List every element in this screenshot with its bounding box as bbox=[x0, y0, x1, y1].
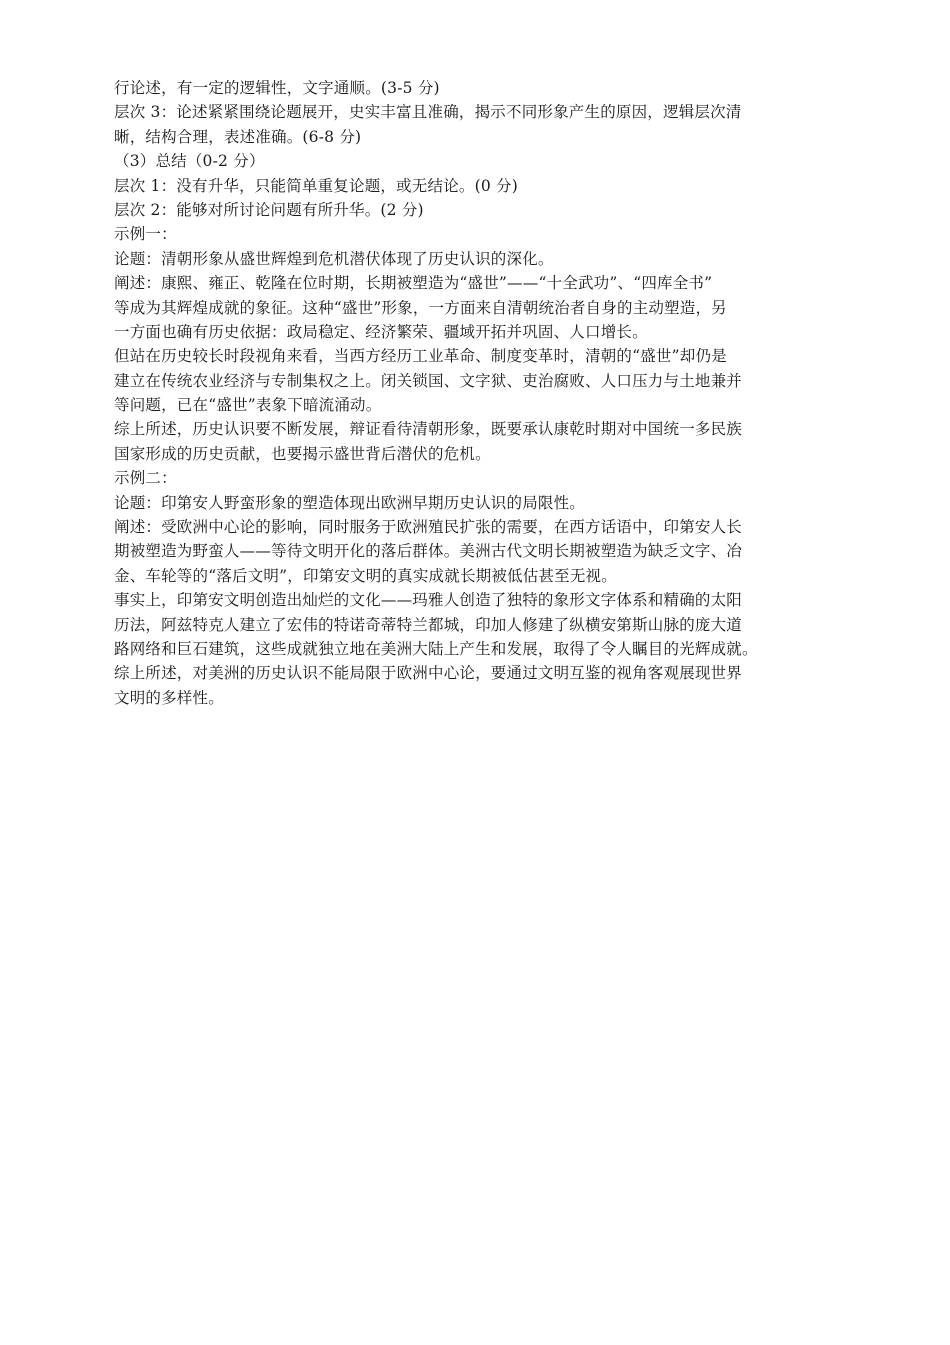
text-line: 等成为其辉煌成就的象征。这种“盛世”形象，一方面来自清朝统治者自身的主动塑造，另 bbox=[114, 298, 727, 317]
text-line: 文明的多样性。 bbox=[114, 688, 224, 707]
text-line: 金、车轮等的“落后文明”，印第安文明的真实成就长期被低估甚至无视。 bbox=[114, 566, 617, 585]
text-line: 但站在历史较长时段视角来看，当西方经历工业革命、制度变革时，清朝的“盛世”却仍是 bbox=[114, 347, 727, 366]
text-line: 综上所述，对美洲的历史认识不能局限于欧洲中心论，要通过文明互鉴的视角客观展现世界 bbox=[114, 664, 743, 683]
document-body bbox=[114, 76, 814, 710]
section-heading: （3）总结（0-2 分） bbox=[114, 152, 265, 171]
text-line: 路网络和巨石建筑，这些成就独立地在美洲大陆上产生和发展，取得了令人瞩目的光辉成就。 bbox=[114, 639, 758, 658]
text-line: 事实上，印第安文明创造出灿烂的文化——玛雅人创造了独特的象形文字体系和精确的太阳 bbox=[114, 591, 743, 610]
example-heading: 示例一： bbox=[114, 225, 177, 244]
text-line: 论题：清朝形象从盛世辉煌到危机潜伏体现了历史认识的深化。 bbox=[114, 249, 554, 268]
text-line: 层次 3：论述紧紧围绕论题展开，史实丰富且准确，揭示不同形象产生的原因，逻辑层次清 bbox=[114, 103, 742, 122]
text-line: 行论述，有一定的逻辑性，文字通顺。(3-5 分) bbox=[114, 79, 440, 97]
text-line: 历法，阿兹特克人建立了宏伟的特诺奇蒂特兰都城，印加人修建了纵横安第斯山脉的庞大道 bbox=[114, 615, 743, 634]
text-line: 一方面也确有历史依据：政局稳定、经济繁荣、疆域开拓并巩固、人口增长。 bbox=[114, 322, 648, 341]
text-line: 建立在传统农业经济与专制集权之上。闭关锁国、文字狱、吏治腐败、人口压力与土地兼并 bbox=[114, 371, 743, 390]
text-line: 层次 1：没有升华，只能简单重复论题，或无结论。(0 分) bbox=[114, 176, 518, 195]
text-line: 阐述：康熙、雍正、乾隆在位时期，长期被塑造为“盛世”——“十全武功”、“四库全书” bbox=[114, 274, 713, 293]
text-line: 论题：印第安人野蛮形象的塑造体现出欧洲早期历史认识的局限性。 bbox=[114, 493, 586, 512]
text-line: 国家形成的历史贡献，也要揭示盛世背后潜伏的危机。 bbox=[114, 444, 491, 463]
text-line: 层次 2：能够对所讨论问题有所升华。(2 分) bbox=[114, 200, 424, 219]
text-line: 晰，结构合理，表述准确。(6-8 分) bbox=[114, 127, 362, 146]
text-line: 期被塑造为野蛮人——等待文明开化的落后群体。美洲古代文明长期被塑造为缺乏文字、冶 bbox=[114, 542, 743, 561]
text-line: 等问题，已在“盛世”表象下暗流涌动。 bbox=[114, 396, 382, 415]
text-line: 综上所述，历史认识要不断发展，辩证看待清朝形象，既要承认康乾时期对中国统一多民族 bbox=[114, 420, 743, 439]
example-heading: 示例二： bbox=[114, 469, 177, 488]
text-line: 阐述：受欧洲中心论的影响，同时服务于欧洲殖民扩张的需要，在西方话语中，印第安人长 bbox=[114, 518, 743, 537]
